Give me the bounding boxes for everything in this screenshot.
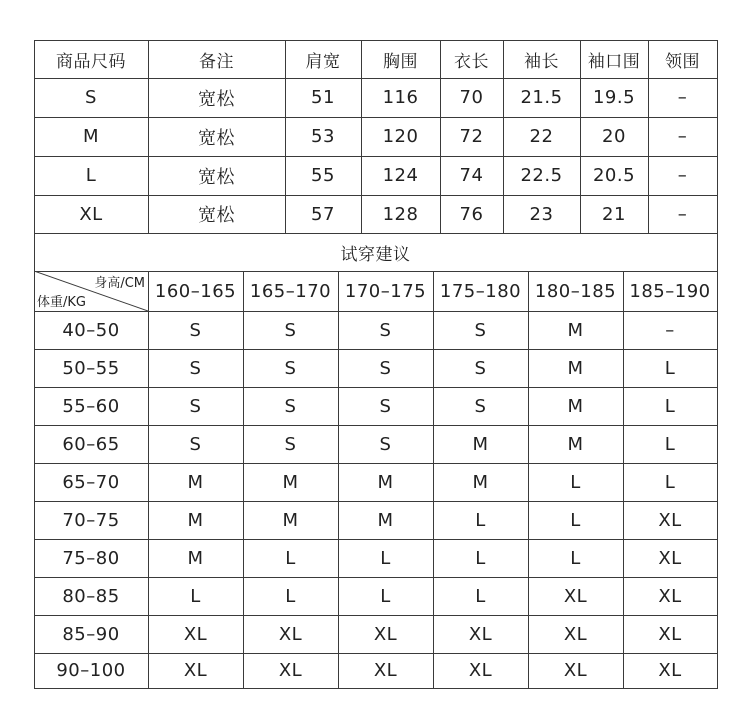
suggested-size-cell: L bbox=[664, 471, 676, 493]
suggested-size-cell: S bbox=[189, 319, 202, 341]
size-table-cell: 19.5 bbox=[592, 87, 636, 108]
suggested-size-cell: S bbox=[189, 433, 202, 455]
suggested-size-cell: M bbox=[567, 433, 584, 455]
size-table-cell: L bbox=[85, 165, 97, 186]
suggested-size-cell: S bbox=[379, 319, 392, 341]
suggested-size-cell: M bbox=[377, 509, 394, 531]
size-table-cell: 53 bbox=[311, 126, 335, 147]
suggested-size-cell: XL bbox=[658, 660, 682, 681]
suggested-size-cell: XL bbox=[563, 585, 588, 607]
suggested-size-cell: – bbox=[665, 319, 675, 341]
size-table-cell: 116 bbox=[382, 87, 419, 108]
height-range-header: 165–170 bbox=[249, 280, 332, 302]
size-table-cell: S bbox=[85, 87, 97, 108]
suggested-size-cell: XL bbox=[278, 623, 303, 645]
suggested-size-cell: M bbox=[567, 395, 584, 417]
height-range-header: 180–185 bbox=[534, 280, 617, 302]
suggested-size-cell: S bbox=[284, 319, 297, 341]
suggested-size-cell: M bbox=[282, 471, 299, 493]
suggested-size-cell: XL bbox=[468, 623, 493, 645]
size-table-cell: – bbox=[677, 165, 688, 186]
size-table-cell: 宽松 bbox=[198, 205, 235, 226]
size-table-cell: XL bbox=[79, 203, 103, 225]
weight-range-label: 65–70 bbox=[62, 471, 120, 493]
size-table-cell: 120 bbox=[382, 126, 419, 147]
size-table-cell: 74 bbox=[459, 165, 484, 186]
weight-range-label: 75–80 bbox=[62, 547, 120, 569]
size-table-header: 袖口围 bbox=[587, 51, 641, 72]
suggested-size-cell: L bbox=[664, 395, 676, 417]
suggested-size-cell: S bbox=[284, 433, 297, 455]
height-range-header: 170–175 bbox=[344, 280, 427, 302]
size-table-cell: 宽松 bbox=[198, 127, 235, 149]
suggested-size-cell: S bbox=[379, 395, 392, 417]
suggested-size-cell: S bbox=[474, 319, 487, 341]
suggested-size-cell: XL bbox=[563, 660, 588, 681]
suggested-size-cell: XL bbox=[658, 585, 682, 607]
size-table-cell: 21.5 bbox=[520, 87, 563, 108]
suggested-size-cell: S bbox=[284, 395, 297, 417]
size-table-header: 胸围 bbox=[383, 51, 418, 72]
size-table-cell: 22.5 bbox=[520, 165, 563, 186]
size-table-cell: 76 bbox=[459, 203, 484, 225]
size-table-header: 商品尺码 bbox=[56, 51, 126, 72]
suggested-size-cell: L bbox=[380, 547, 391, 569]
suggested-size-cell: XL bbox=[658, 547, 682, 569]
weight-range-label: 60–65 bbox=[62, 433, 120, 455]
suggested-size-cell: XL bbox=[373, 660, 398, 681]
suggested-size-cell: S bbox=[379, 433, 392, 455]
suggested-size-cell: L bbox=[475, 547, 486, 569]
size-table-cell: 20.5 bbox=[592, 165, 636, 186]
suggested-size-cell: L bbox=[380, 585, 391, 607]
weight-range-label: 55–60 bbox=[62, 395, 120, 417]
suggested-size-cell: M bbox=[472, 433, 489, 455]
suggested-size-cell: M bbox=[472, 471, 489, 493]
suggestion-title: 试穿建议 bbox=[340, 244, 411, 265]
suggested-size-cell: M bbox=[567, 319, 584, 341]
suggested-size-cell: L bbox=[190, 585, 201, 607]
grid-hline bbox=[34, 688, 718, 689]
suggested-size-cell: XL bbox=[468, 660, 493, 681]
suggested-size-cell: L bbox=[285, 547, 296, 569]
grid-vline bbox=[717, 271, 718, 689]
suggested-size-cell: XL bbox=[183, 660, 208, 681]
suggested-size-cell: L bbox=[664, 357, 676, 379]
grid-vline bbox=[717, 233, 718, 272]
suggested-size-cell: L bbox=[570, 547, 581, 569]
size-table-cell: 20 bbox=[602, 126, 626, 147]
size-chart bbox=[34, 40, 717, 688]
size-table-header: 衣长 bbox=[454, 51, 489, 72]
size-table-cell: 57 bbox=[311, 203, 335, 225]
suggested-size-cell: M bbox=[187, 547, 204, 569]
suggested-size-cell: L bbox=[285, 585, 296, 607]
size-table-cell: 70 bbox=[459, 87, 484, 108]
suggested-size-cell: XL bbox=[563, 623, 588, 645]
size-table-cell: 51 bbox=[311, 87, 335, 108]
suggested-size-cell: M bbox=[377, 471, 394, 493]
size-table-cell: M bbox=[82, 126, 100, 147]
size-table-cell: 宽松 bbox=[198, 88, 235, 110]
size-table-cell: – bbox=[677, 203, 688, 225]
suggested-size-cell: M bbox=[187, 509, 204, 531]
suggested-size-cell: XL bbox=[373, 623, 398, 645]
corner-header bbox=[34, 271, 148, 311]
suggested-size-cell: XL bbox=[183, 623, 208, 645]
size-table-cell: 72 bbox=[459, 126, 484, 147]
suggested-size-cell: S bbox=[474, 357, 487, 379]
weight-range-label: 50–55 bbox=[62, 357, 120, 379]
weight-range-label: 70–75 bbox=[62, 509, 120, 531]
suggested-size-cell: L bbox=[570, 509, 581, 531]
weight-range-label: 40–50 bbox=[62, 319, 120, 341]
suggested-size-cell: M bbox=[567, 357, 584, 379]
suggested-size-cell: S bbox=[379, 357, 392, 379]
size-table-cell: 124 bbox=[382, 165, 419, 186]
suggested-size-cell: L bbox=[664, 433, 676, 455]
size-table-header: 肩宽 bbox=[305, 51, 341, 72]
suggested-size-cell: S bbox=[189, 357, 202, 379]
size-table-header: 袖长 bbox=[524, 51, 559, 72]
height-range-header: 185–190 bbox=[629, 280, 711, 302]
height-range-header: 160–165 bbox=[154, 280, 237, 302]
suggested-size-cell: XL bbox=[278, 660, 303, 681]
suggested-size-cell: L bbox=[570, 471, 581, 493]
size-table-cell: – bbox=[677, 87, 688, 108]
suggested-size-cell: S bbox=[474, 395, 487, 417]
size-table-cell: 22 bbox=[529, 126, 554, 147]
height-range-header: 175–180 bbox=[439, 280, 522, 302]
suggested-size-cell: XL bbox=[658, 509, 682, 531]
size-table-cell: 宽松 bbox=[198, 166, 235, 188]
suggested-size-cell: M bbox=[282, 509, 299, 531]
grid-vline bbox=[717, 40, 718, 234]
size-table-cell: 128 bbox=[382, 203, 419, 225]
size-table-cell: 23 bbox=[529, 203, 554, 225]
size-table-header: 备注 bbox=[199, 51, 234, 72]
weight-range-label: 85–90 bbox=[62, 623, 120, 645]
suggested-size-cell: S bbox=[284, 357, 297, 379]
weight-range-label: 90–100 bbox=[56, 660, 126, 681]
size-table-cell: 21 bbox=[602, 203, 626, 225]
weight-range-label: 80–85 bbox=[62, 585, 120, 607]
suggested-size-cell: L bbox=[475, 585, 486, 607]
size-table-cell: – bbox=[677, 126, 688, 147]
corner-weight-label: 体重/KG bbox=[37, 295, 86, 310]
size-table-cell: 55 bbox=[311, 165, 335, 186]
suggested-size-cell: XL bbox=[658, 623, 682, 645]
size-table-header: 领围 bbox=[665, 51, 700, 72]
suggested-size-cell: S bbox=[189, 395, 202, 417]
corner-height-label: 身高/CM bbox=[94, 276, 145, 291]
suggested-size-cell: L bbox=[475, 509, 486, 531]
suggested-size-cell: M bbox=[187, 471, 204, 493]
